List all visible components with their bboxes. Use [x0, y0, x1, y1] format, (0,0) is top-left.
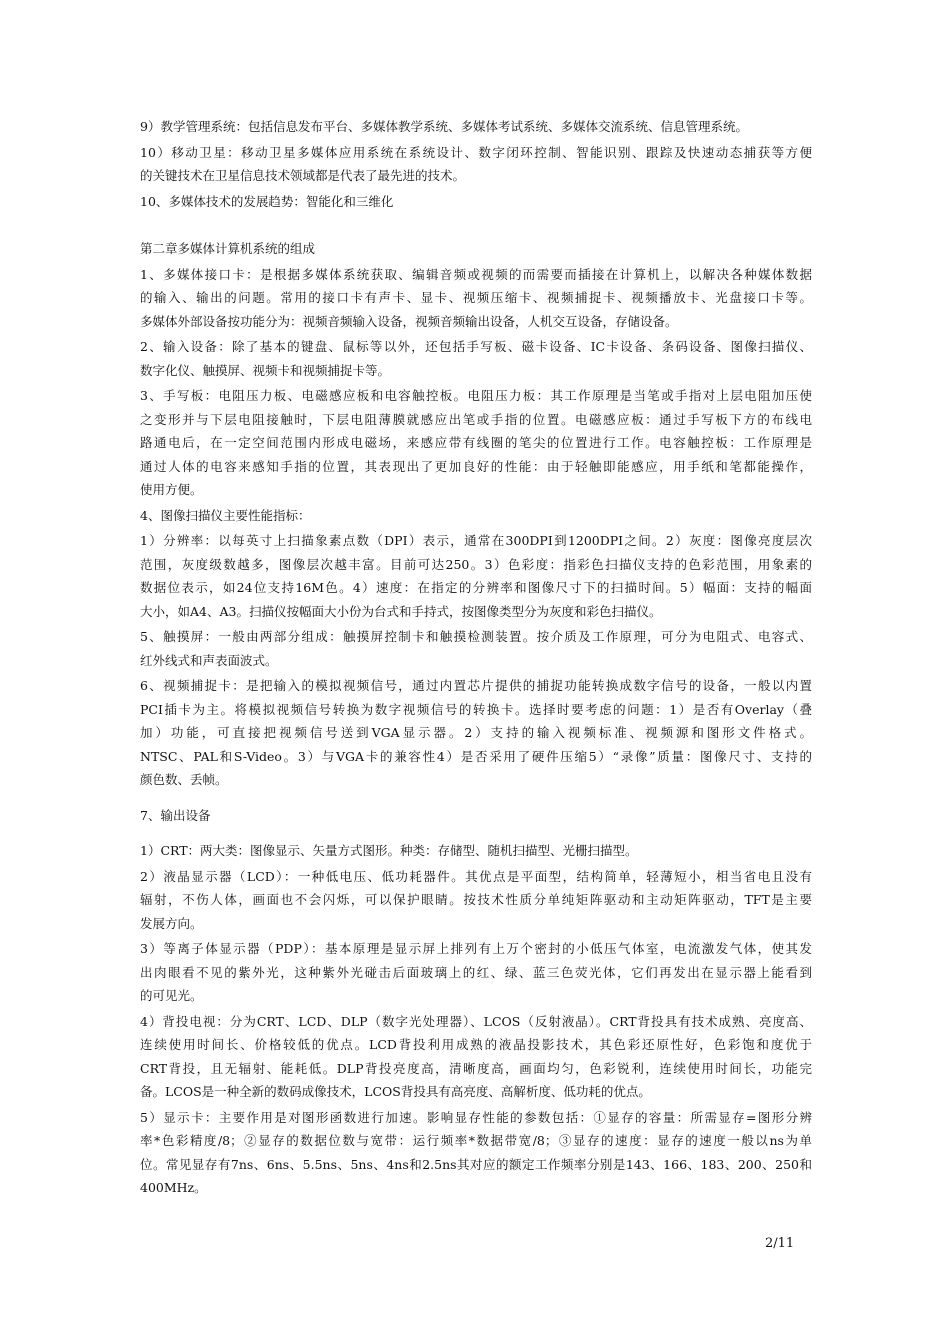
spacer	[140, 794, 812, 804]
paragraph-interface-card	[140, 263, 812, 334]
text-line: 使用方便。	[140, 482, 203, 497]
page-number: 2/11	[765, 1236, 795, 1251]
text-line: 的可见光。	[140, 988, 203, 1003]
text-line: 5、触摸屏：一般由两部分组成：触摸屏控制卡和触摸检测装置。按介质及工作原理，可分为电阻式、电容式、	[140, 629, 812, 644]
text-line: 之变形并与下层电阻接触时，下层电阻薄膜就感应出笔或手指的位置。电磁感应板：通过手写板下方的布线电	[140, 411, 812, 427]
paragraph-crt	[140, 839, 812, 863]
text-line: 大小，如A4、A3。扫描仪按幅面大小份为台式和手持式，按图像类型分为灰度和彩色扫描仪。	[140, 603, 662, 619]
text-line: 的输入、输出的问题。常用的接口卡有声卡、显卡、视频压缩卡、视频捕捉卡、视频播放卡、光盘接口卡等。	[140, 290, 812, 305]
text-line: 加）功能，可直接把视频信号送到VGA显示器。2）支持的输入视频标准、视频源和图形文件格式。	[140, 725, 812, 740]
paragraph-touchscreen	[140, 625, 812, 672]
text-line: PCI插卡为主。将模拟视频信号转换为数字视频信号的转换卡。选择时要考虑的问题：1）是否有Overlay（叠	[140, 701, 812, 717]
text-line: 辐射，不伤人体，画面也不会闪烁，可以保护眼睛。按技术性质分单纯矩阵驱动和主动矩阵驱动，TFT是主要	[140, 892, 812, 907]
text-line: 多媒体外部设备按功能分为：视频音频输入设备，视频音频输出设备，人机交互设备，存储设备。	[140, 313, 678, 329]
text-line: 颜色数、丢帧。	[140, 772, 228, 787]
text-line: 5）显示卡：主要作用是对图形函数进行加速。影响显存性能的参数包括：①显存的容量：所需显存=图形分辨	[140, 1109, 812, 1125]
document-body	[140, 115, 812, 1202]
paragraph-pdp	[140, 937, 812, 1008]
text-line: 1）CRT：两大类：图像显示、矢量方式图形。种类：存储型、随机扫描型、光栅扫描型。	[140, 843, 638, 858]
paragraph-graphics-card	[140, 1106, 812, 1200]
text-line: 路通电后，在一定空间范围内形成电磁场，来感应带有线圈的笔尖的位置进行工作。电容触控板：工作原理是	[140, 435, 812, 450]
text-line: 2、输入设备：除了基本的键盘、鼠标等以外，还包括手写板、磁卡设备、IC卡设备、条码设备、图像扫描仪、	[140, 339, 812, 354]
paragraph-mobile-satellite	[140, 141, 812, 188]
paragraph-scanner-specs	[140, 529, 812, 623]
text-line: 连续使用时间长、价格较低的优点。LCD背投利用成熟的液晶投影技术，其色彩还原性好，色彩饱和度优于	[140, 1037, 812, 1052]
paragraph-input-devices	[140, 335, 812, 382]
text-line: 10、多媒体技术的发展趋势：智能化和三维化	[140, 193, 394, 209]
text-line: 位。常见显存有7ns、6ns、5.5ns、5ns、4ns和2.5ns其对应的额定工作频率分别是143、166、183、200、250和	[140, 1156, 812, 1172]
paragraph-scanner-heading	[140, 504, 812, 528]
spacer	[140, 215, 812, 237]
paragraph-tablet	[140, 384, 812, 502]
text-line: 出肉眼看不见的紫外光，这种紫外光碰击后面玻璃上的红、绿、蓝三色荧光体，它们再发出在显示器上能看到	[140, 964, 812, 980]
spacer	[140, 829, 812, 839]
paragraph-output-heading	[140, 804, 812, 828]
paragraph-rear-projection	[140, 1010, 812, 1104]
paragraph-trend	[140, 190, 812, 214]
text-line: 400MHz。	[140, 1180, 207, 1195]
paragraph-lcd	[140, 865, 812, 936]
text-line: 4、图像扫描仪主要性能指标：	[140, 507, 311, 523]
text-line: 的关键技术在卫星信息技术领域都是代表了最先进的技术。	[140, 168, 466, 183]
text-line: CRT背投，且无辐射、能耗低。DLP背投亮度高，清晰度高，画面均匀，色彩锐利，连续使用时间长，功能完	[140, 1060, 812, 1076]
text-line: 数据位表示，如24位支持16M色。4）速度：在指定的分辨率和图像尺寸下的扫描时间。5）幅面：支持的幅面	[140, 580, 812, 595]
chapter-heading	[140, 237, 812, 261]
text-line: 通过人体的电容来感知手指的位置，其表现出了更加良好的性能：由于轻触即能感应，用手纸和笔都能操作，	[140, 458, 812, 474]
text-line: 范围，灰度级数越多，图像层次越丰富。目前可达250。3）色彩度：指彩色扫描仪支持的色彩范围，用象素的	[140, 556, 812, 572]
text-line: 10）移动卫星：移动卫星多媒体应用系统在系统设计、数字闭环控制、智能识别、跟踪及快速动态捕获等方便	[140, 144, 812, 160]
text-line: 3、手写板：电阻压力板、电磁感应板和电容触控板。电阻压力板：其工作原理是当笔或手指对上层电阻加压使	[140, 388, 812, 403]
text-line: 3）等离子体显示器（PDP）：基本原理是显示屏上排列有上万个密封的小低压气体室，电流激发气体，使其发	[140, 941, 812, 956]
text-line: 发展方向。	[140, 915, 203, 931]
text-line: 1）分辨率：以每英寸上扫描象素点数（DPI）表示，通常在300DPI到1200DPI之间。2）灰度：图像亮度层次	[140, 533, 812, 548]
text-line: 7、输出设备	[140, 807, 211, 823]
paragraph-teaching-system	[140, 115, 812, 139]
text-line: 1、多媒体接口卡：是根据多媒体系统获取、编辑音频或视频的而需要而插接在计算机上，以解决各种媒体数据	[140, 266, 812, 282]
text-line: 2）液晶显示器（LCD）：一种低电压、低功耗器件。其优点是平面型，结构简单，轻薄短小，相当省电且没有	[140, 868, 812, 884]
text-line: 红外线式和声表面波式。	[140, 652, 278, 668]
text-line: 4）背投电视：分为CRT、LCD、DLP（数字光处理器）、LCOS（反射液晶）。CRT背投具有技术成熟、亮度高、	[140, 1013, 812, 1029]
text-line: 备。LCOS是一种全新的数码成像技术，LCOS背投具有高亮度、高解析度、低功耗的优点。	[140, 1084, 651, 1099]
text-line: 第二章多媒体计算机系统的组成	[140, 241, 316, 256]
text-line: 率*色彩精度/8；②显存的数据位数与宽带：运行频率*数据带宽/8；③显存的速度：显存的速度一般以ns为单	[140, 1133, 812, 1148]
text-line: 数字化仪、触摸屏、视频卡和视频捕捉卡等。	[140, 362, 391, 378]
text-line: 9）教学管理系统：包括信息发布平台、多媒体教学系统、多媒体考试系统、多媒体交流系统、信息管理系统。	[140, 119, 748, 134]
text-line: NTSC、PAL和S-Video。3）与VGA卡的兼容性4）是否采用了硬件压缩5）“录像”质量：图像尺寸、支持的	[140, 748, 812, 764]
text-line: 6、视频捕捉卡：是把输入的模拟视频信号，通过内置芯片提供的捕捉功能转换成数字信号的设备，一般以内置	[140, 678, 812, 693]
paragraph-video-capture	[140, 674, 812, 792]
